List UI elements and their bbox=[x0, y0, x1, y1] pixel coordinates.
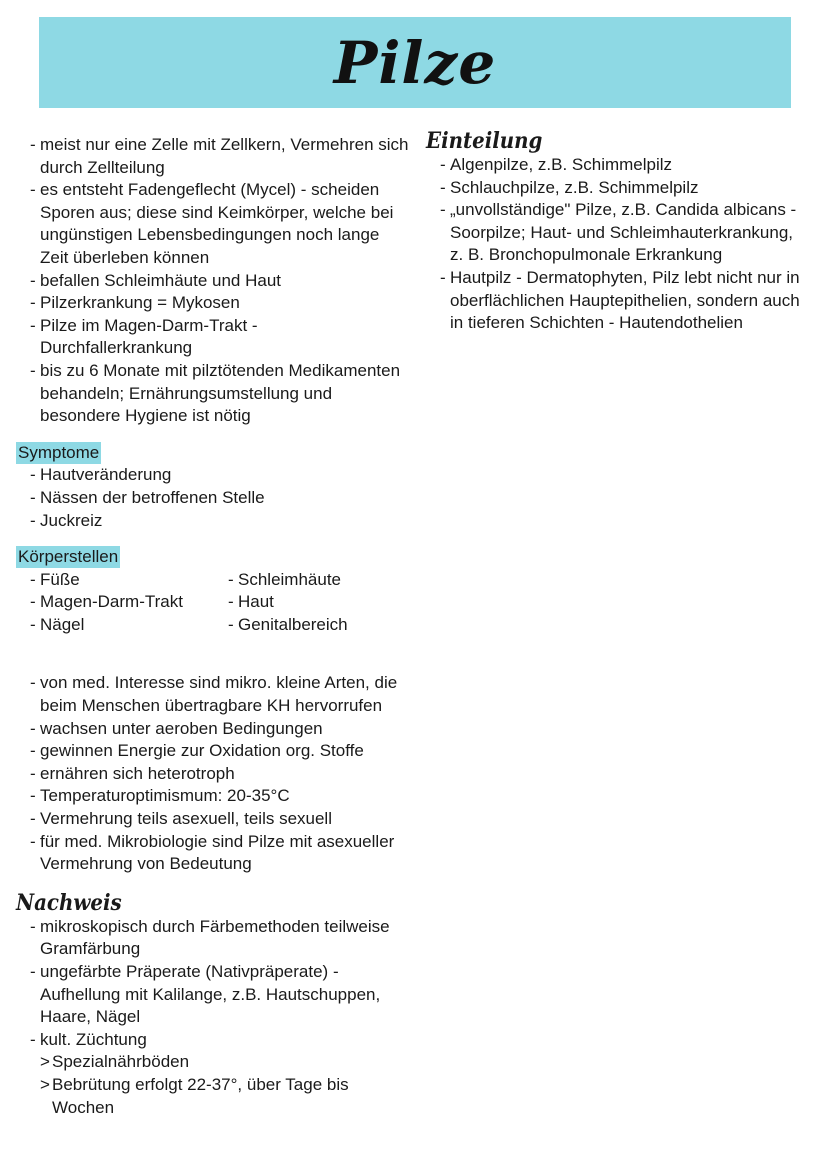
list-item: - Juckreiz bbox=[16, 510, 412, 533]
list-item: - kult. Züchtung bbox=[16, 1029, 412, 1052]
einteilung-heading: Einteilung bbox=[426, 128, 543, 154]
sub-list-item: > Spezialnährböden bbox=[16, 1051, 412, 1074]
list-item: - es entsteht Fadengeflecht (Mycel) - scheiden Sporen aus; diese sind Keimkörper, welche bei ungünstigen Lebensbedingungen noch lange Zeit überleben können bbox=[16, 179, 412, 269]
list-item: - bis zu 6 Monate mit pilztötenden Medikamenten behandeln; Ernährungsumstellung und besondere Hygiene ist nötig bbox=[16, 360, 412, 428]
title-banner bbox=[39, 17, 791, 108]
list-item: - Haut bbox=[214, 591, 412, 614]
symptome-list bbox=[16, 464, 412, 532]
nachweis-heading: Nachweis bbox=[16, 889, 122, 916]
list-item: - Pilze im Magen-Darm-Trakt - Durchfallerkrankung bbox=[16, 315, 412, 360]
list-item: - mikroskopisch durch Färbemethoden teilweise Gramfärbung bbox=[16, 916, 412, 961]
symptome-heading: Symptome bbox=[18, 442, 100, 462]
nachweis-section bbox=[16, 890, 412, 1119]
list-item: - meist nur eine Zelle mit Zellkern, Vermehren sich durch Zellteilung bbox=[16, 134, 412, 179]
left-column bbox=[16, 134, 412, 1119]
list-item: - für med. Mikrobiologie sind Pilze mit asexueller Vermehrung von Bedeutung bbox=[16, 831, 412, 876]
list-item: - Algenpilze, z.B. Schimmelpilz bbox=[426, 154, 806, 177]
einteilung-list bbox=[426, 154, 806, 335]
list-item: - ernähren sich heterotroph bbox=[16, 763, 412, 786]
intro-list bbox=[16, 134, 412, 428]
list-item: - Magen-Darm-Trakt bbox=[16, 591, 214, 614]
koerperstellen-list-left bbox=[16, 569, 214, 637]
list-item: - Schleimhäute bbox=[214, 569, 412, 592]
page-title: Pilze bbox=[333, 28, 497, 97]
list-item: - von med. Interesse sind mikro. kleine Arten, die beim Menschen übertragbare KH hervorrufen bbox=[16, 672, 412, 717]
list-item: - Genitalbereich bbox=[214, 614, 412, 637]
list-item: - gewinnen Energie zur Oxidation org. Stoffe bbox=[16, 740, 412, 763]
list-item: - Füße bbox=[16, 569, 214, 592]
right-column bbox=[426, 128, 806, 335]
list-item: - befallen Schleimhäute und Haut bbox=[16, 270, 412, 293]
list-item: - Nässen der betroffenen Stelle bbox=[16, 487, 412, 510]
koerperstellen-columns bbox=[16, 569, 412, 637]
list-item: - Hautveränderung bbox=[16, 464, 412, 487]
sub-list-item: > Bebrütung erfolgt 22-37°, über Tage bis Wochen bbox=[16, 1074, 412, 1119]
list-item: - Pilzerkrankung = Mykosen bbox=[16, 292, 412, 315]
facts-list bbox=[16, 672, 412, 875]
list-item: - Hautpilz - Dermatophyten, Pilz lebt nicht nur in oberflächlichen Hauptepithelien, sondern auch in tieferen Schichten - Hautendothelien bbox=[426, 267, 806, 335]
symptome-section bbox=[16, 442, 412, 532]
koerperstellen-section bbox=[16, 546, 412, 636]
list-item: - wachsen unter aeroben Bedingungen bbox=[16, 718, 412, 741]
koerperstellen-list-right bbox=[214, 569, 412, 637]
list-item: - Temperaturoptimismum: 20-35°C bbox=[16, 785, 412, 808]
list-item: - „unvollständige" Pilze, z.B. Candida albicans - Soorpilze; Haut- und Schleimhauterkrankung, z. B. Bronchopulmonale Erkrankung bbox=[426, 199, 806, 267]
koerperstellen-heading: Körperstellen bbox=[18, 547, 119, 567]
nachweis-list bbox=[16, 916, 412, 1119]
list-item: - Nägel bbox=[16, 614, 214, 637]
list-item: - ungefärbte Präperate (Nativpräperate) - Aufhellung mit Kalilange, z.B. Hautschuppen, Haare, Nägel bbox=[16, 961, 412, 1029]
list-item: - Schlauchpilze, z.B. Schimmelpilz bbox=[426, 177, 806, 200]
list-item: - Vermehrung teils asexuell, teils sexuell bbox=[16, 808, 412, 831]
